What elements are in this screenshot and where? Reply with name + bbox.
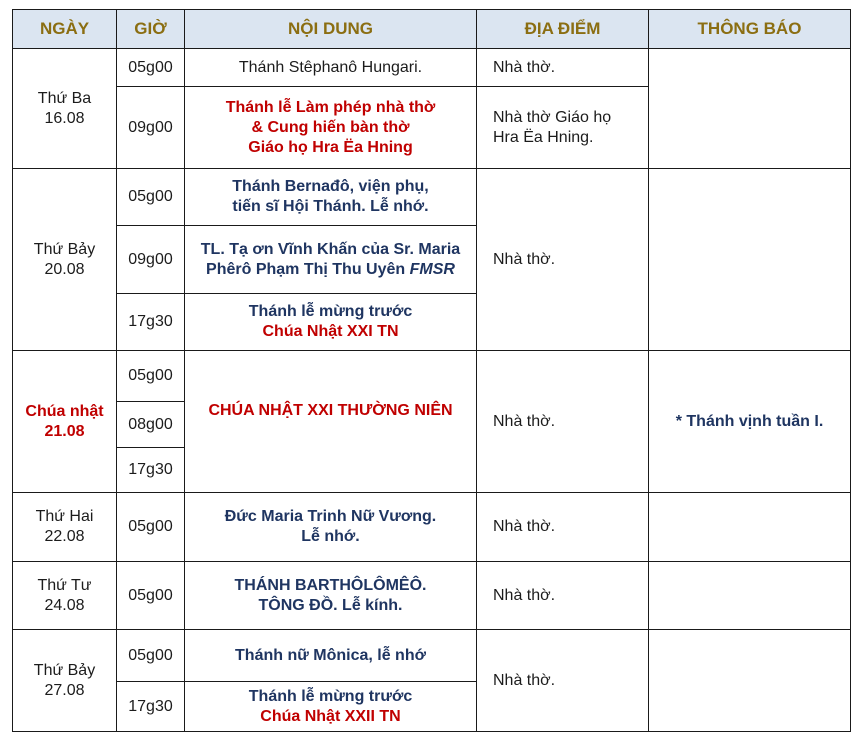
location-cell: Nhà thờ. [477, 630, 649, 732]
content-cell: Thánh nữ Mônica, lễ nhớ [185, 630, 477, 682]
time-cell: 17g30 [117, 294, 185, 351]
day-cell: Thứ Bảy 20.08 [13, 169, 117, 351]
time-cell: 09g00 [117, 226, 185, 294]
location-cell: Nhà thờ. [477, 351, 649, 493]
content-cell: Thánh lễ mừng trước Chúa Nhật XXII TN [185, 682, 477, 732]
notice-cell [649, 49, 851, 169]
table-row [13, 49, 851, 87]
time-cell: 08g00 [117, 402, 185, 448]
time-cell: 05g00 [117, 630, 185, 682]
table-row [13, 630, 851, 682]
time-cell: 05g00 [117, 169, 185, 226]
header-location: ĐỊA ĐIỂM [477, 10, 649, 49]
content-cell: Thánh Stêphanô Hungari. [185, 49, 477, 87]
time-cell: 17g30 [117, 448, 185, 493]
header-notice: THÔNG BÁO [649, 10, 851, 49]
notice-cell [649, 493, 851, 562]
time-cell: 05g00 [117, 49, 185, 87]
notice-cell: * Thánh vịnh tuần I. [649, 351, 851, 493]
header-time: GIỜ [117, 10, 185, 49]
notice-cell [649, 562, 851, 630]
table-row [13, 169, 851, 226]
content-cell: Thánh Bernađô, viện phụ, tiến sĩ Hội Thánh. Lễ nhớ. [185, 169, 477, 226]
day-cell: Thứ Hai 22.08 [13, 493, 117, 562]
header-content: NỘI DUNG [185, 10, 477, 49]
time-cell: 09g00 [117, 87, 185, 169]
content-cell: Thánh lễ mừng trước Chúa Nhật XXI TN [185, 294, 477, 351]
notice-cell [649, 630, 851, 732]
header-day: NGÀY [13, 10, 117, 49]
day-cell: Thứ Ba 16.08 [13, 49, 117, 169]
content-cell: THÁNH BARTHÔLÔMÊÔ. TÔNG ĐỒ. Lễ kính. [185, 562, 477, 630]
location-cell: Nhà thờ. [477, 493, 649, 562]
content-cell: Đức Maria Trinh Nữ Vương. Lễ nhớ. [185, 493, 477, 562]
table-row [13, 562, 851, 630]
content-cell: CHÚA NHẬT XXI THƯỜNG NIÊN [185, 351, 477, 493]
day-cell: Thứ Tư 24.08 [13, 562, 117, 630]
day-cell: Chúa nhật 21.08 [13, 351, 117, 493]
time-cell: 05g00 [117, 562, 185, 630]
location-cell: Nhà thờ. [477, 49, 649, 87]
location-cell: Nhà thờ. [477, 562, 649, 630]
location-cell: Nhà thờ Giáo họ Hra Ëa Hning. [477, 87, 649, 169]
table-row [13, 351, 851, 402]
time-cell: 05g00 [117, 351, 185, 402]
location-cell: Nhà thờ. [477, 169, 649, 351]
notice-cell [649, 169, 851, 351]
time-cell: 05g00 [117, 493, 185, 562]
header-row [13, 10, 851, 49]
day-cell: Thứ Bảy 27.08 [13, 630, 117, 732]
time-cell: 17g30 [117, 682, 185, 732]
table-row [13, 493, 851, 562]
content-cell: TL. Tạ ơn Vĩnh Khấn của Sr. Maria Phêrô Phạm Thị Thu Uyên FMSR [185, 226, 477, 294]
schedule-table [12, 9, 851, 732]
content-cell: Thánh lễ Làm phép nhà thờ & Cung hiến bàn thờ Giáo họ Hra Ëa Hning [185, 87, 477, 169]
